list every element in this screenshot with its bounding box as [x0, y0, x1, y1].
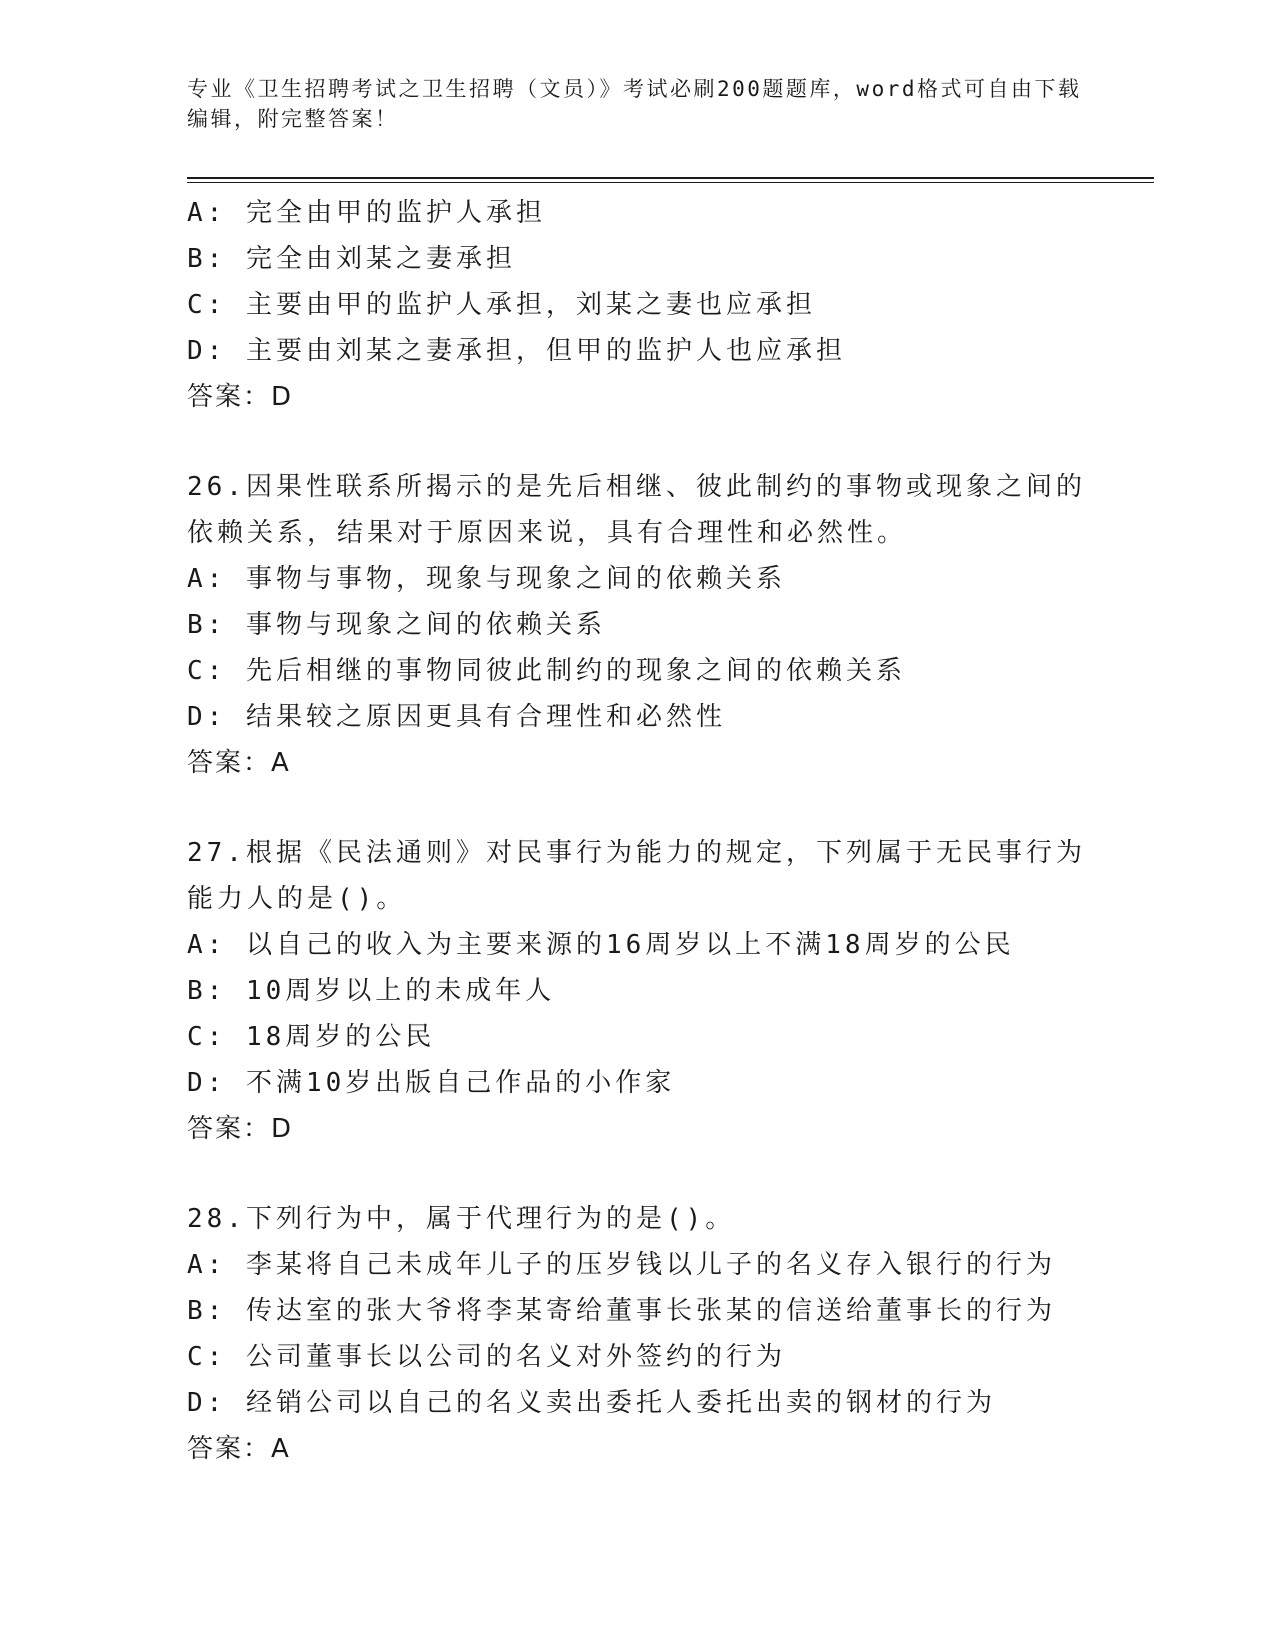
question-26	[187, 464, 1087, 786]
answer-line: 答案：A	[187, 748, 291, 778]
answer-line: 答案：A	[187, 1434, 291, 1464]
question-27	[187, 830, 1087, 1152]
option-a: A: 以自己的收入为主要来源的16周岁以上不满18周岁的公民	[187, 930, 1015, 960]
option-b: B: 完全由刘某之妻承担	[187, 244, 516, 274]
header-divider-thin	[187, 182, 1154, 183]
answer-line: 答案：D	[187, 382, 294, 412]
question-stem: 27.根据《民法通则》对民事行为能力的规定，下列属于无民事行为能力人的是()。	[187, 838, 1086, 914]
option-a: A: 事物与事物，现象与现象之间的依赖关系	[187, 564, 786, 594]
question-list	[187, 190, 1087, 1472]
answer-line: 答案：D	[187, 1114, 294, 1144]
question-25	[187, 190, 1087, 420]
option-b: B: 传达室的张大爷将李某寄给董事长张某的信送给董事长的行为	[187, 1296, 1056, 1326]
option-c: C: 主要由甲的监护人承担，刘某之妻也应承担	[187, 290, 816, 320]
question-28	[187, 1196, 1087, 1472]
header-divider-thick	[187, 177, 1154, 179]
question-stem: 26.因果性联系所揭示的是先后相继、彼此制约的事物或现象之间的依赖关系，结果对于原因来说，具有合理性和必然性。	[187, 472, 1086, 548]
option-a: A: 李某将自己未成年儿子的压岁钱以儿子的名义存入银行的行为	[187, 1250, 1056, 1280]
option-d: D: 主要由刘某之妻承担，但甲的监护人也应承担	[187, 336, 846, 366]
option-c: C: 先后相继的事物同彼此制约的现象之间的依赖关系	[187, 656, 906, 686]
option-a: A: 完全由甲的监护人承担	[187, 198, 546, 228]
option-d: D: 结果较之原因更具有合理性和必然性	[187, 702, 726, 732]
option-d: D: 经销公司以自己的名义卖出委托人委托出卖的钢材的行为	[187, 1388, 996, 1418]
option-c: C: 18周岁的公民	[187, 1022, 436, 1052]
option-b: B: 10周岁以上的未成年人	[187, 976, 556, 1006]
option-c: C: 公司董事长以公司的名义对外签约的行为	[187, 1342, 786, 1372]
document-intro: 专业《卫生招聘考试之卫生招聘（文员）》考试必刷200题题库，word格式可自由下载编辑，附完整答案！	[187, 77, 1082, 131]
option-b: B: 事物与现象之间的依赖关系	[187, 610, 606, 640]
question-stem: 28.下列行为中，属于代理行为的是()。	[187, 1204, 736, 1234]
option-d: D: 不满10岁出版自己作品的小作家	[187, 1068, 676, 1098]
